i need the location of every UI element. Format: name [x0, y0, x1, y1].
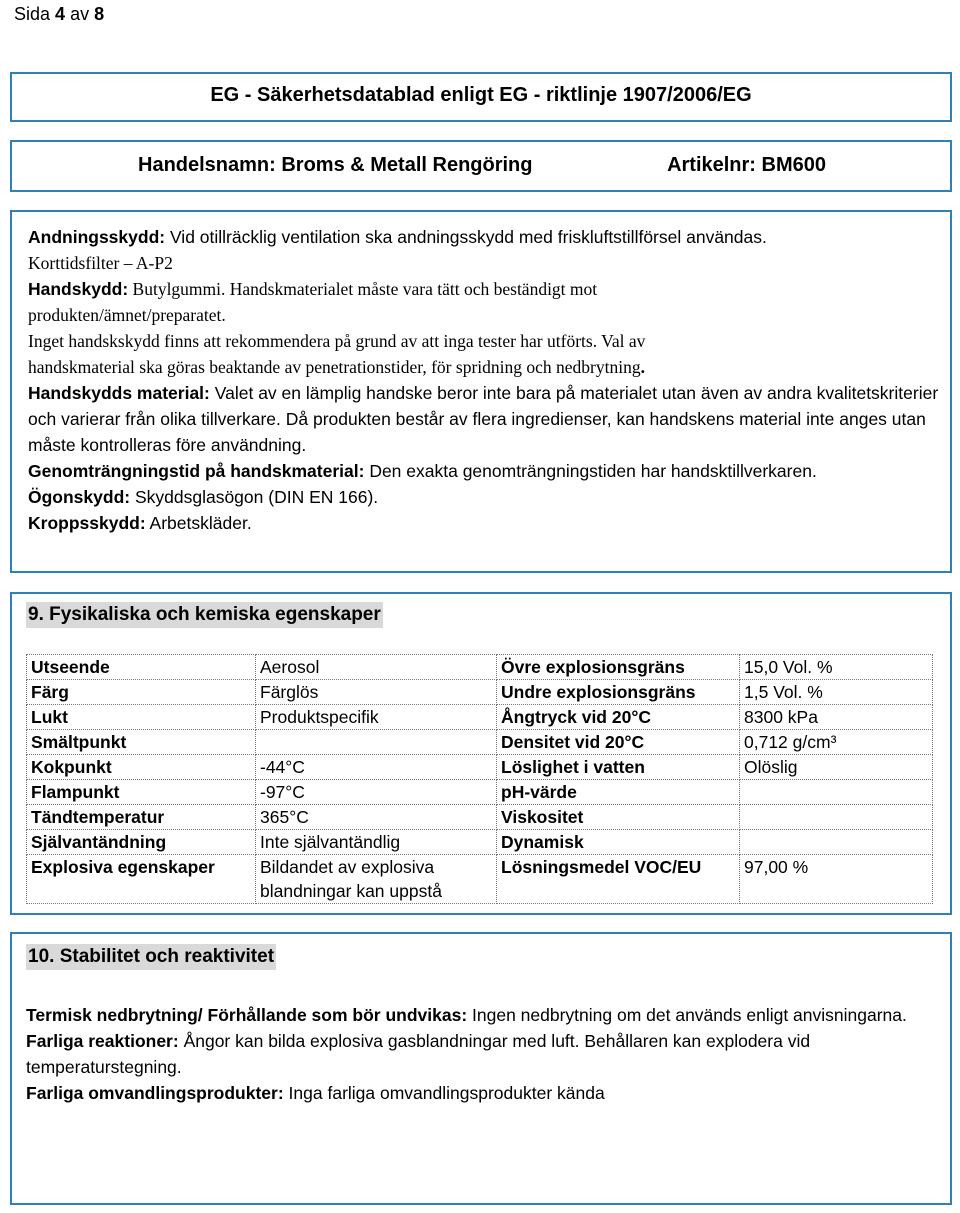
property-value: 1,5 Vol. % — [740, 680, 933, 705]
decomposition-text: Inga farliga omvandlingsprodukter kända — [283, 1083, 605, 1103]
table-row — [27, 730, 933, 755]
hazardous-decomposition — [26, 1080, 946, 1106]
decomposition-label: Farliga omvandlingsprodukter: — [26, 1083, 284, 1103]
hand-text-3: Inget handskskydd finns att rekommendera på grund av att inga tester har utförts. Val av — [28, 331, 646, 351]
thermal-text: Ingen nedbrytning om det används enligt anvisningarna. — [467, 1005, 907, 1025]
thermal-label: Termisk nedbrytning/ Förhållande som bör undvikas: — [26, 1005, 468, 1025]
property-value: 0,712 g/cm³ — [740, 730, 933, 755]
property-name: Undre explosionsgräns — [497, 680, 740, 705]
product-header-box — [10, 140, 952, 192]
property-value: Produktspecifik — [256, 705, 497, 730]
body-text: Arbetskläder. — [145, 513, 252, 533]
property-name: Flampunkt — [27, 780, 256, 805]
property-name: Explosiva egenskaper — [27, 855, 256, 904]
property-value: Aerosol — [256, 655, 497, 680]
glove-material-text: Valet av en lämplig handske beror inte bara på materialet utan även av andra kvalitetskriterier och varierar från olika tillverkare. Då produkten består av flera ingredienser, kan handskens material inte anges utan måste kontrolleras före användning. — [28, 383, 939, 455]
reactions-label: Farliga reaktioner: — [26, 1031, 179, 1051]
eye-label: Ögonskydd: — [28, 487, 131, 507]
property-name: Ångtryck vid 20°C — [497, 705, 740, 730]
table-row — [27, 705, 933, 730]
page-total: 8 — [94, 4, 105, 24]
property-name: Utseende — [27, 655, 256, 680]
table-row — [27, 805, 933, 830]
property-value — [740, 830, 933, 855]
property-name: Dynamisk — [497, 830, 740, 855]
property-name: Smältpunkt — [27, 730, 256, 755]
penetration-text: Den exakta genomträngningstiden har handsktillverkaren. — [364, 461, 817, 481]
property-value — [740, 805, 933, 830]
page-of: av — [70, 4, 90, 24]
penetration-time — [28, 458, 948, 484]
trade-name: Handelsnamn: Broms & Metall Rengöring — [138, 154, 533, 176]
property-value: 365°C — [256, 805, 497, 830]
page-number — [14, 4, 104, 25]
property-name: Tändtemperatur — [27, 805, 256, 830]
table-row — [27, 830, 933, 855]
hand-protection — [28, 276, 948, 302]
hand-text-4-main: handskmaterial ska göras beaktande av penetrationstider, för spridning och nedbrytning — [28, 357, 641, 377]
section-9-properties — [10, 592, 952, 915]
filter-text: Korttidsfilter – A-P2 — [28, 253, 173, 273]
property-value: 97,00 % — [740, 855, 933, 904]
table-row — [27, 855, 933, 904]
property-name: Löslighet i vatten — [497, 755, 740, 780]
table-row — [27, 655, 933, 680]
hand-text: Butylgummi. Handskmaterialet måste vara tätt och beständigt mot — [128, 279, 598, 299]
hand-text-4-end: . — [640, 357, 645, 377]
table-row — [27, 680, 933, 705]
property-name: Lösningsmedel VOC/EU — [497, 855, 740, 904]
hand-text-2: produkten/ämnet/preparatet. — [28, 305, 226, 325]
eye-text: Skyddsglasögon (DIN EN 166). — [130, 487, 379, 507]
article-number: Artikelnr: BM600 — [667, 154, 826, 176]
property-name: Färg — [27, 680, 256, 705]
property-value: -97°C — [256, 780, 497, 805]
property-value — [740, 780, 933, 805]
glove-material — [28, 380, 948, 458]
respiratory-text: Vid otillräcklig ventilation ska andningsskydd med friskluftstillförsel användas. — [165, 227, 767, 247]
section-10-title: 10. Stabilitet och reaktivitet — [26, 944, 276, 970]
thermal-decomposition — [26, 1002, 946, 1028]
table-row — [27, 780, 933, 805]
section-9-title: 9. Fysikaliska och kemiska egenskaper — [26, 602, 383, 628]
property-value: Inte självantändlig — [256, 830, 497, 855]
reactions-text: Ångor kan bilda explosiva gasblandningar med luft. Behållaren kan explodera vid temperaturstegning. — [26, 1031, 811, 1077]
page-current: 4 — [55, 4, 66, 24]
hand-text-4 — [28, 354, 948, 380]
property-value: Bildandet av explosiva blandningar kan uppstå — [256, 855, 497, 904]
property-value: 8300 kPa — [740, 705, 933, 730]
property-name: Övre explosionsgräns — [497, 655, 740, 680]
property-value: -44°C — [256, 755, 497, 780]
property-value: 15,0 Vol. % — [740, 655, 933, 680]
property-value: Olöslig — [740, 755, 933, 780]
glove-material-label: Handskydds material: — [28, 383, 210, 403]
property-name: Lukt — [27, 705, 256, 730]
respiratory-protection — [28, 224, 948, 250]
section-10-stability — [10, 932, 952, 1205]
document-title-box — [10, 72, 952, 122]
respiratory-label: Andningsskydd: — [28, 227, 166, 247]
property-name: Densitet vid 20°C — [497, 730, 740, 755]
document-title: EG - Säkerhetsdatablad enligt EG - riktlinje 1907/2006/EG — [210, 84, 752, 106]
hand-label: Handskydd: — [28, 279, 129, 299]
property-value — [256, 730, 497, 755]
property-name: Viskositet — [497, 805, 740, 830]
property-name: pH-värde — [497, 780, 740, 805]
body-label: Kroppsskydd: — [28, 513, 146, 533]
property-value: Färglös — [256, 680, 497, 705]
eye-protection — [28, 484, 948, 510]
properties-table — [26, 654, 933, 904]
property-name: Självantändning — [27, 830, 256, 855]
penetration-label: Genomträngningstid på handskmaterial: — [28, 461, 365, 481]
property-name: Kokpunkt — [27, 755, 256, 780]
page-label: Sida — [14, 4, 51, 24]
table-row — [27, 755, 933, 780]
section-8-protection — [10, 210, 952, 573]
hazardous-reactions — [26, 1028, 946, 1080]
body-protection — [28, 510, 948, 536]
